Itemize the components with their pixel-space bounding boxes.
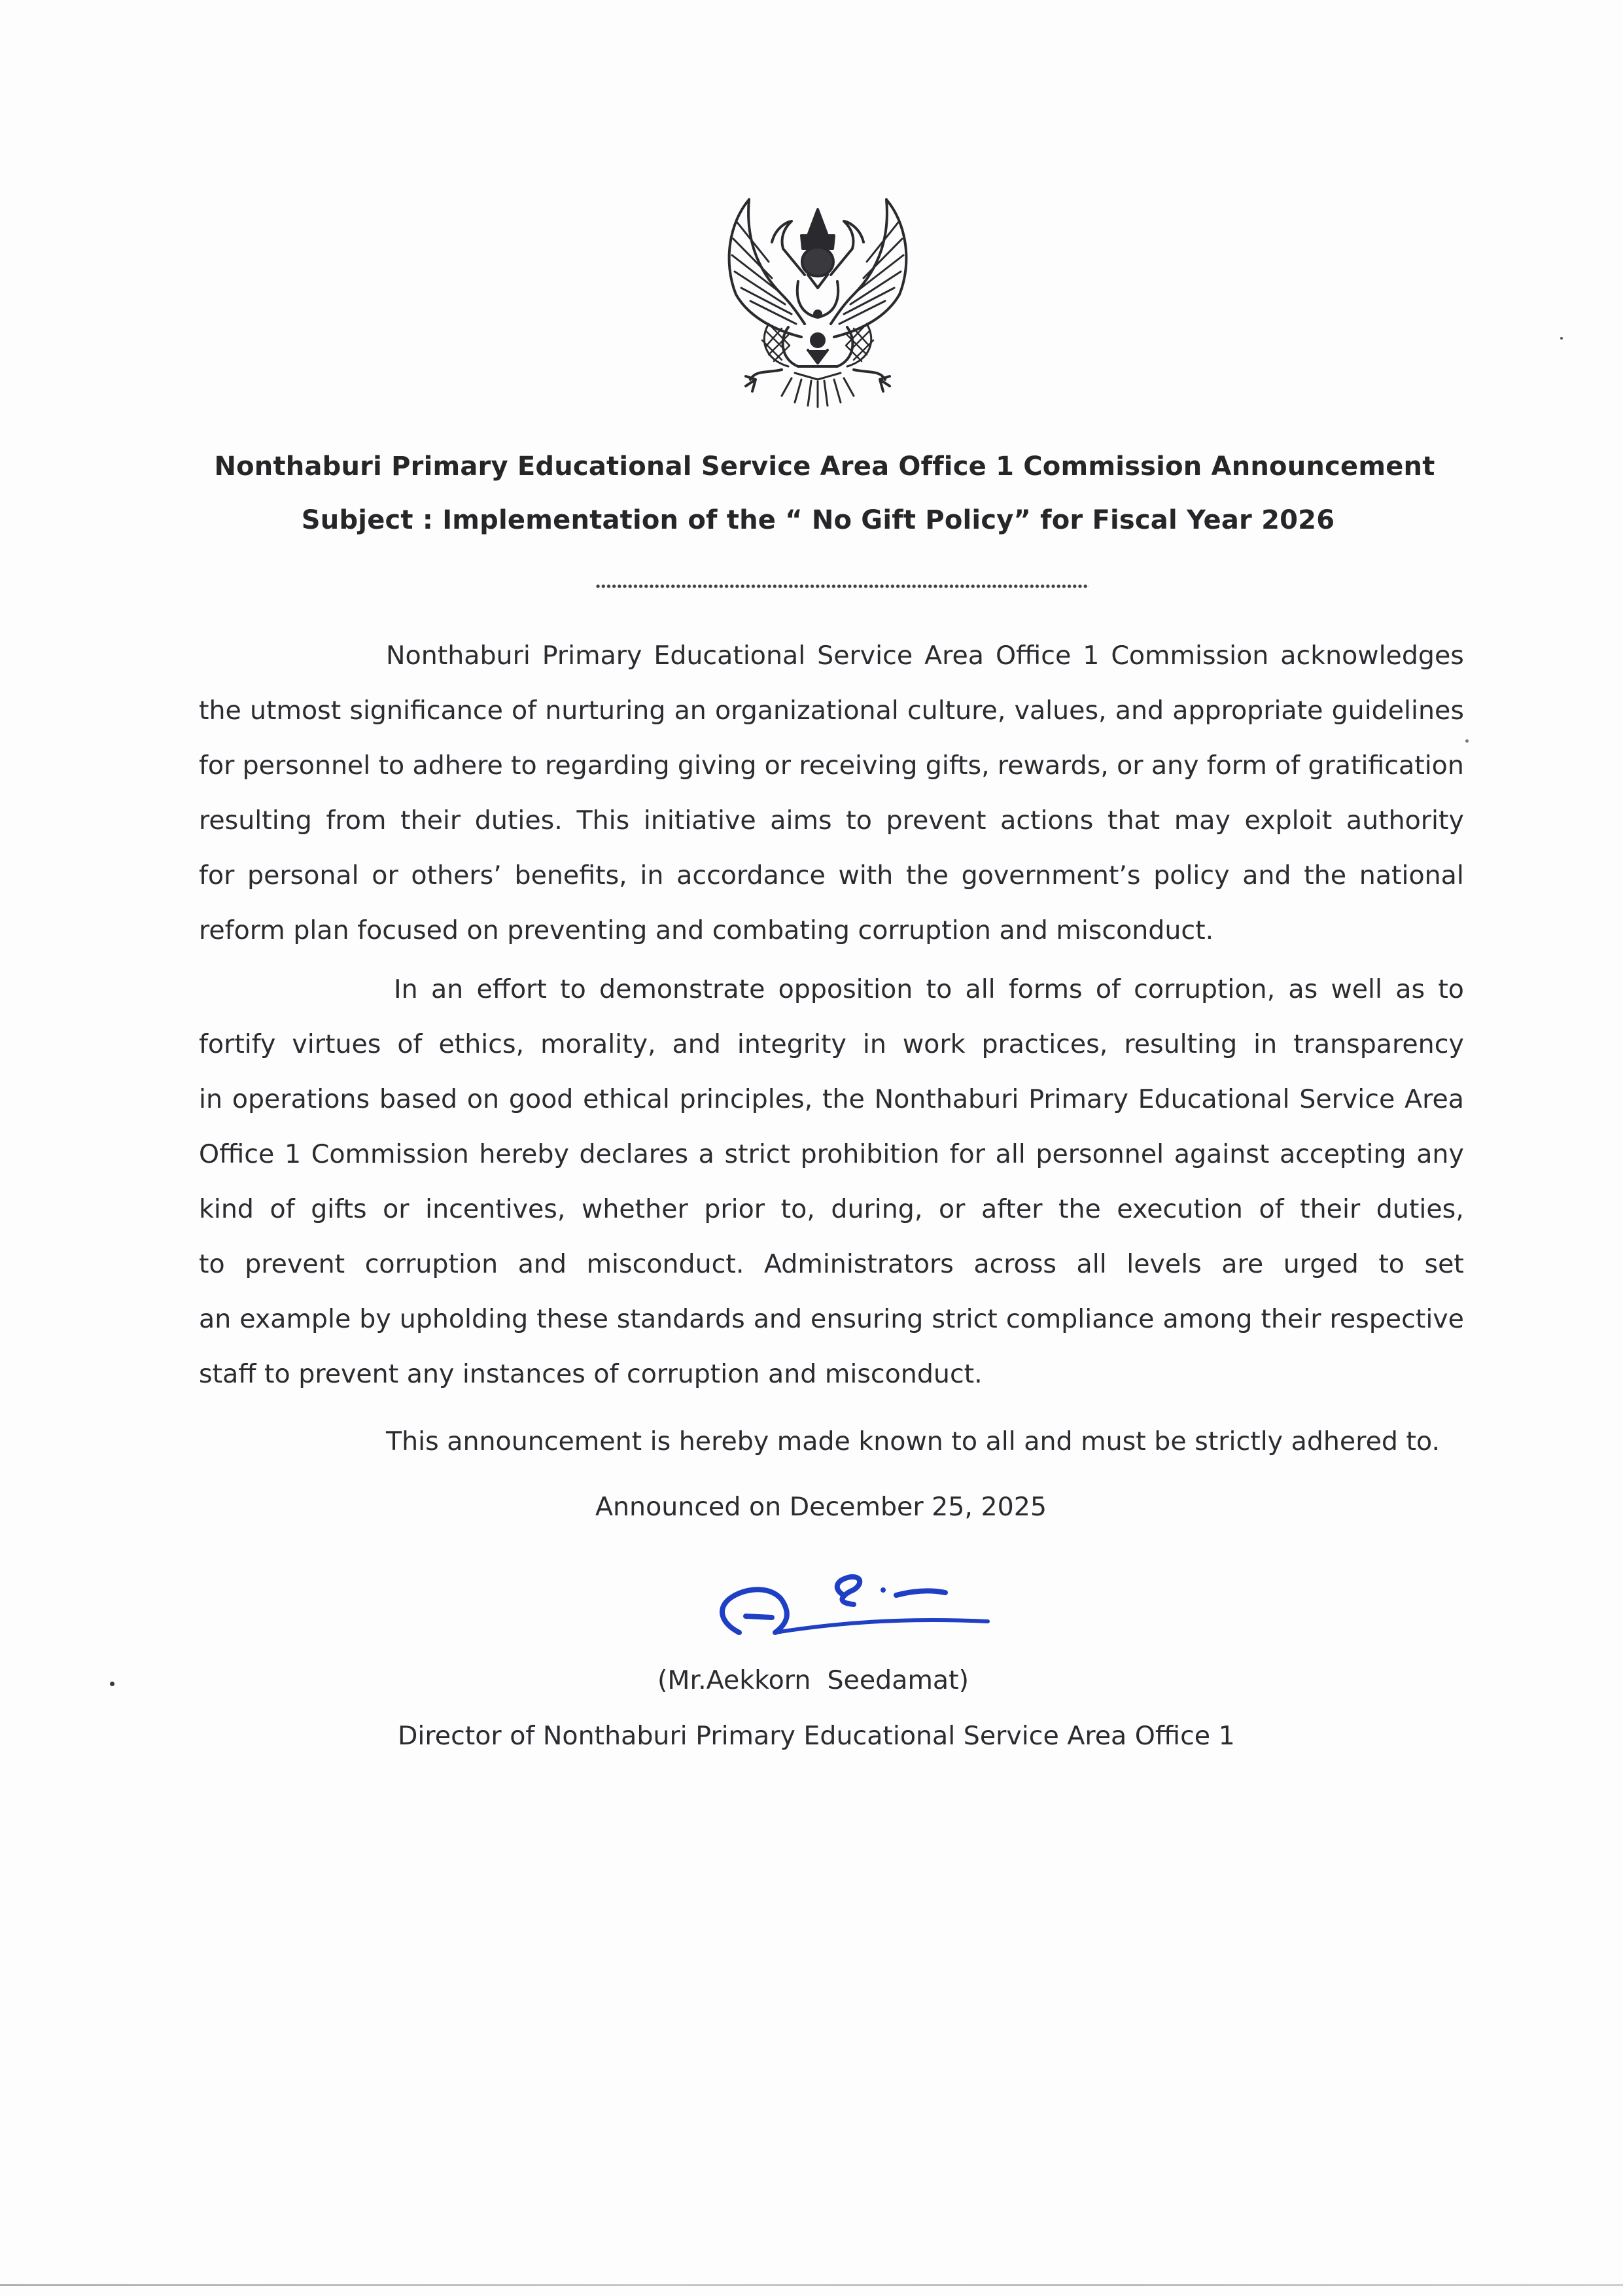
word: regarding (544, 751, 670, 781)
word: policy (1153, 860, 1230, 891)
scan-speck (1560, 337, 1563, 340)
paragraph-2-line (199, 1017, 1464, 1072)
word: in (1253, 1029, 1278, 1059)
word: and (753, 1304, 803, 1334)
announcement-subject: Subject : Implementation of the “ No Gift Policy” for Fiscal Year 2026 (301, 505, 1335, 535)
paragraph-1-line (199, 628, 1464, 683)
word: the (822, 1084, 865, 1114)
word: by (359, 1304, 391, 1334)
word: opposition (778, 974, 913, 1004)
word: ethical (583, 1084, 670, 1114)
word: ethics, (438, 1029, 525, 1059)
paragraph-1-line (199, 738, 1464, 793)
word: or (1117, 751, 1143, 781)
word: Office (199, 1139, 275, 1169)
word: the (906, 860, 949, 891)
announcement-date: Announced on December 25, 2025 (595, 1492, 1047, 1522)
word: values, (1014, 696, 1107, 726)
word: from (326, 805, 387, 836)
word: upholding (399, 1304, 529, 1334)
word: This (576, 805, 630, 836)
word: based (379, 1084, 458, 1114)
word: hereby (479, 1139, 569, 1169)
word: to (378, 751, 405, 781)
word: all (965, 974, 996, 1004)
word: or (764, 751, 792, 781)
word: giving (677, 751, 757, 781)
word: or (383, 1194, 410, 1224)
word: are (1221, 1249, 1264, 1279)
word: prevent (245, 1249, 345, 1279)
word: Area (924, 641, 984, 671)
word: morality, (540, 1029, 656, 1059)
garuda-emblem-icon (710, 183, 926, 412)
word: execution (1117, 1194, 1243, 1224)
word: set (1424, 1249, 1464, 1279)
word: urged (1283, 1249, 1359, 1279)
word: government’s (961, 860, 1141, 891)
word: In (394, 974, 418, 1004)
word: to (926, 974, 952, 1004)
word: an (430, 974, 464, 1004)
word: of (397, 1029, 423, 1059)
word: significance (349, 696, 503, 726)
word: adhere (412, 751, 503, 781)
word: demonstrate (599, 974, 765, 1004)
word: may (1174, 805, 1230, 836)
word: incentives, (425, 1194, 566, 1224)
word: any (1151, 751, 1199, 781)
word: Commission (1111, 641, 1269, 671)
word: Office (995, 641, 1072, 671)
word: culture, (907, 696, 1006, 726)
word: guidelines (1331, 696, 1464, 726)
word: acknowledges (1280, 641, 1464, 671)
word: rewards, (997, 751, 1109, 781)
word: their (400, 805, 461, 836)
scan-speck (1465, 739, 1469, 743)
word: ensuring (811, 1304, 924, 1334)
word: in (862, 1029, 886, 1059)
word: duties. (474, 805, 563, 836)
word: example (239, 1304, 351, 1334)
word: transparency (1293, 1029, 1464, 1059)
word: as (1395, 974, 1425, 1004)
paragraph-2-line (199, 1292, 1464, 1347)
word: prohibition (800, 1139, 940, 1169)
word: whether (582, 1194, 688, 1224)
word: to (1438, 974, 1464, 1004)
word: for (199, 860, 235, 891)
word: against (1174, 1139, 1270, 1169)
word: corruption (364, 1249, 498, 1279)
word: resulting (1124, 1029, 1238, 1059)
word: accordance (676, 860, 826, 891)
word: actions (1000, 805, 1094, 836)
word: an (674, 696, 707, 726)
word: national (1359, 860, 1464, 891)
word: Service (817, 641, 913, 671)
word: to, (780, 1194, 815, 1224)
word: personnel (242, 751, 371, 781)
word: Nonthaburi (386, 641, 531, 671)
page-bottom-edge (0, 2284, 1623, 2286)
word: Area (1405, 1084, 1464, 1114)
word: forms (1008, 974, 1083, 1004)
word: of (1095, 974, 1121, 1004)
word: prior (704, 1194, 765, 1224)
signature-icon (693, 1551, 1034, 1649)
word: principles, (679, 1084, 813, 1114)
word: to (560, 974, 586, 1004)
word: form (1206, 751, 1267, 781)
word: across (973, 1249, 1056, 1279)
word: gratification (1308, 751, 1464, 781)
word: others’ (411, 860, 502, 891)
word: during, (831, 1194, 923, 1224)
word: well (1331, 974, 1383, 1004)
word: strict (932, 1304, 998, 1334)
word: Administrators (763, 1249, 954, 1279)
word: levels (1126, 1249, 1202, 1279)
word: or (938, 1194, 966, 1224)
closing-statement: This announcement is hereby made known to all and must be strictly adhered to. (386, 1426, 1440, 1457)
word: organizational (714, 696, 899, 726)
word: of (512, 696, 537, 726)
word: Nonthaburi (874, 1084, 1019, 1114)
dotted-separator (595, 584, 1089, 589)
word: integrity (737, 1029, 846, 1059)
word: Commission (311, 1139, 469, 1169)
word: fortify (199, 1029, 276, 1059)
word: with (838, 860, 894, 891)
word: after (981, 1194, 1043, 1224)
word: Educational (1138, 1084, 1290, 1114)
word: of (1275, 751, 1300, 781)
paragraph-2-line (199, 1072, 1464, 1127)
word: benefits, (514, 860, 627, 891)
word: among (1162, 1304, 1253, 1334)
word: and (1115, 696, 1164, 726)
paragraph-1-line (199, 848, 1464, 903)
word: to (199, 1249, 225, 1279)
word: authority (1346, 805, 1464, 836)
word: virtues (292, 1029, 381, 1059)
word: for (199, 751, 235, 781)
paragraph-2 (199, 962, 1464, 1402)
word: utmost (249, 696, 341, 726)
word: their (1300, 1194, 1361, 1224)
word: exploit (1244, 805, 1333, 836)
word: the (1058, 1194, 1101, 1224)
word: and (672, 1029, 721, 1059)
paragraph-1 (199, 628, 1464, 958)
word: the (199, 696, 241, 726)
word: to (511, 751, 537, 781)
word: effort (476, 974, 547, 1004)
word: appropriate (1172, 696, 1323, 726)
word: of (270, 1194, 295, 1224)
paragraph-1-line (199, 793, 1464, 848)
word: in (199, 1084, 223, 1114)
word: aims (770, 805, 832, 836)
word: standards (616, 1304, 745, 1334)
word: personnel (1036, 1139, 1164, 1169)
word: to (1378, 1249, 1405, 1279)
word: corruption, (1134, 974, 1276, 1004)
word: and (1242, 860, 1291, 891)
word: Primary (1028, 1084, 1128, 1114)
word: gifts, (925, 751, 990, 781)
word: or (372, 860, 398, 891)
word: personal (247, 860, 359, 891)
word: gifts (311, 1194, 367, 1224)
word: Service (1299, 1084, 1395, 1114)
word: as (1288, 974, 1318, 1004)
word: Educational (654, 641, 806, 671)
word: strict (724, 1139, 791, 1169)
word: resulting (199, 805, 312, 836)
word: declares (579, 1139, 689, 1169)
word: of (1259, 1194, 1284, 1224)
word: operations (232, 1084, 370, 1114)
word: a (698, 1139, 714, 1169)
word: 1 (284, 1139, 302, 1169)
word: for (949, 1139, 985, 1169)
word: to (846, 805, 872, 836)
word: their (1261, 1304, 1321, 1334)
word: respective (1329, 1304, 1464, 1334)
word: 1 (1083, 641, 1100, 671)
word: that (1107, 805, 1161, 836)
word: work (902, 1029, 966, 1059)
paragraph-1-line: reform plan focused on preventing and combating corruption and misconduct. (199, 915, 1214, 945)
signer-name: (Mr.Aekkorn Seedamat) (657, 1665, 969, 1695)
word: any (1416, 1139, 1464, 1169)
word: practices, (981, 1029, 1108, 1059)
word: these (536, 1304, 608, 1334)
paragraph-2-line: staff to prevent any instances of corruption and misconduct. (199, 1359, 983, 1389)
word: duties, (1376, 1194, 1464, 1224)
word: misconduct. (586, 1249, 744, 1279)
signer-title: Director of Nonthaburi Primary Educational Service Area Office 1 (398, 1721, 1235, 1751)
word: all (1076, 1249, 1107, 1279)
paragraph-2-line (199, 1127, 1464, 1182)
word: and (517, 1249, 567, 1279)
word: receiving (799, 751, 918, 781)
word: compliance (1005, 1304, 1155, 1334)
word: initiative (643, 805, 756, 836)
announcement-heading: Nonthaburi Primary Educational Service Area Office 1 Commission Announcement (214, 451, 1435, 482)
word: in (640, 860, 664, 891)
word: an (199, 1304, 232, 1334)
paragraph-2-line (199, 1182, 1464, 1237)
word: good (508, 1084, 574, 1114)
word: prevent (886, 805, 986, 836)
paragraph-2-line (199, 962, 1464, 1017)
scan-speck (110, 1682, 114, 1686)
paragraph-1-line (199, 683, 1464, 738)
word: all (995, 1139, 1026, 1169)
word: nurturing (545, 696, 666, 726)
word: on (466, 1084, 500, 1114)
word: accepting (1279, 1139, 1406, 1169)
word: the (1304, 860, 1347, 891)
paragraph-2-line (199, 1237, 1464, 1292)
word: Primary (542, 641, 642, 671)
word: kind (199, 1194, 254, 1224)
